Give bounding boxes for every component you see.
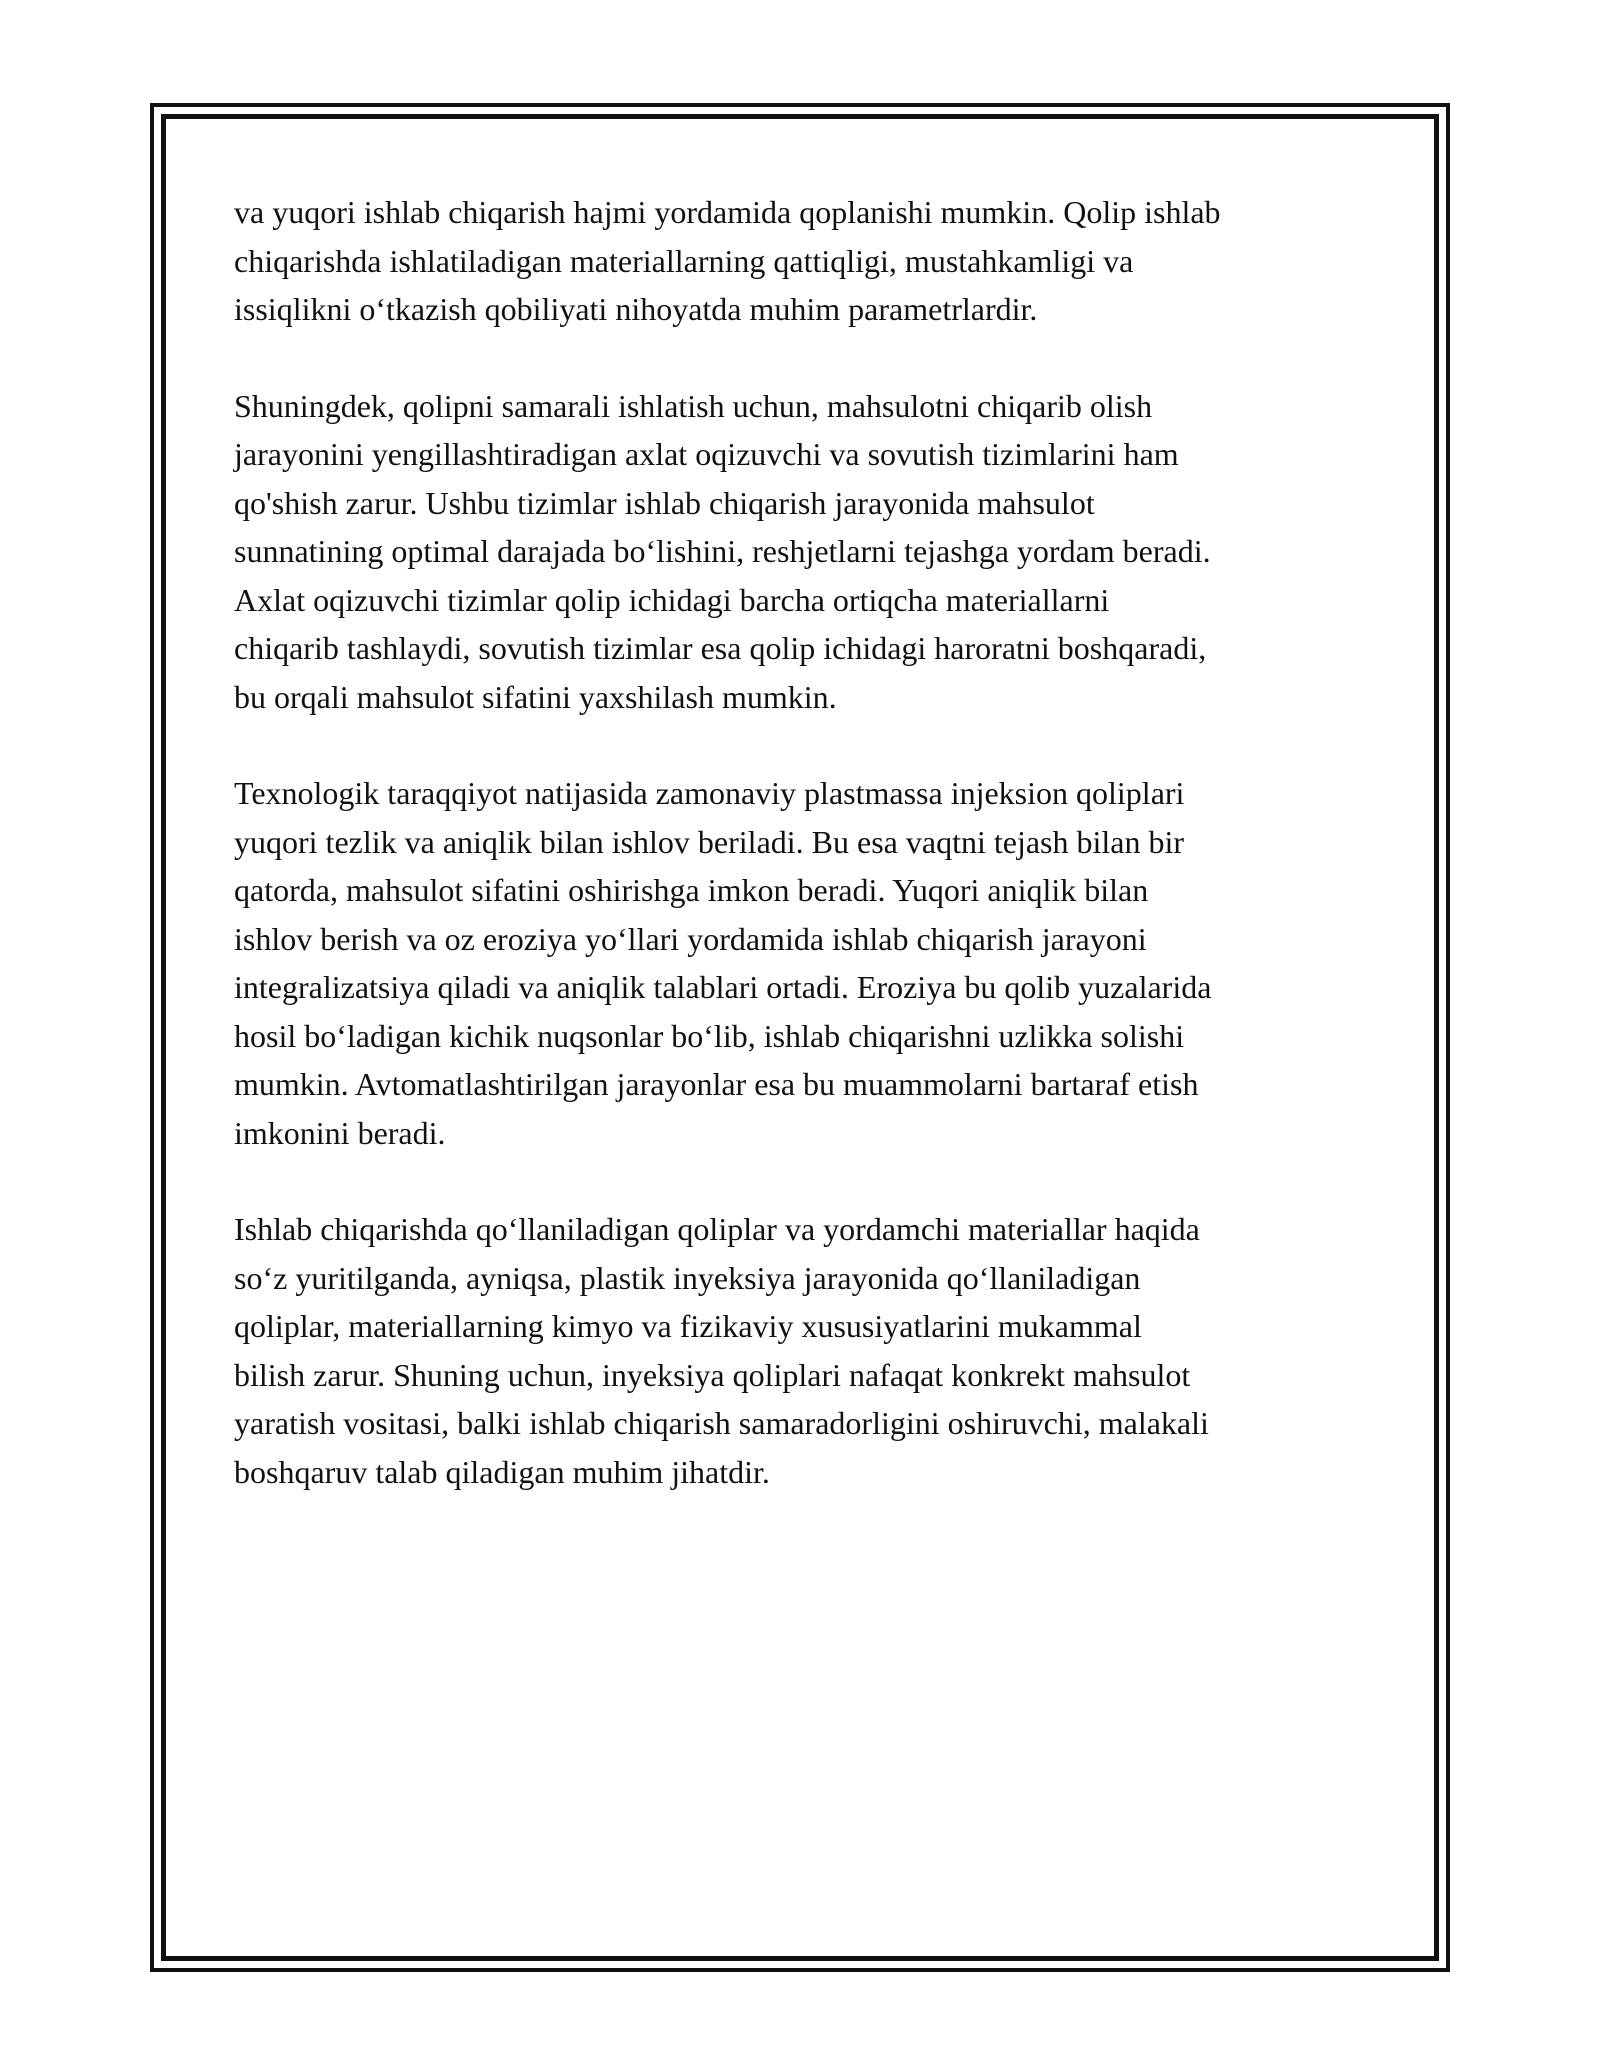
paragraph: Ishlab chiqarishda qo‘llaniladigan qoliplar va yordamchi materiallar haqida so‘z yuritilganda, ayniqsa, plastik inyeksiya jarayonida qo‘llaniladigan qoliplar, materiallarning kimyo va fizikaviy xususiyatlarini mukammal bilish zarur. Shuning uchun, inyeksiya qoliplari nafaqat konkrekt mahsulot yaratish vositasi, balki ishlab chiqarish samaradorligini oshiruvchi, malakali boshqaruv talab qiladigan muhim jihatdir. (234, 1211, 1209, 1490)
paragraph: Shuningdek, qolipni samarali ishlatish uchun, mahsulotni chiqarib olish jarayonini yengillashtiradigan axlat oqizuvchi va sovutish tizimlarini ham qo'shish zarur. Ushbu tizimlar ishlab chiqarish jarayonida mahsulot sunnatining optimal darajada bo‘lishini, reshjetlarni tejashga yordam beradi. Axlat oqizuvchi tizimlar qolip ichidagi barcha ortiqcha materiallarni chiqarib tashlaydi, sovutish tizimlar esa qolip ichidagi haroratni boshqaradi, bu orqali mahsulot sifatini yaxshilash mumkin. (234, 387, 1211, 715)
paragraph: va yuqori ishlab chiqarish hajmi yordamida qoplanishi mumkin. Qolip ishlab chiqarishda ishlatiladigan materiallarning qattiqligi, mustahkamligi va issiqlikni o‘tkazish qobiliyati nihoyatda muhim parametrlardir. (234, 194, 1221, 327)
document-body (234, 188, 1384, 1544)
paragraph: Texnologik taraqqiyot natijasida zamonaviy plastmassa injeksion qoliplari yuqori tezlik va aniqlik bilan ishlov beriladi. Bu esa vaqtni tejash bilan bir qatorda, mahsulot sifatini oshirishga imkon beradi. Yuqori aniqlik bilan ishlov berish va oz eroziya yo‘llari yordamida ishlab chiqarish jarayoni integralizatsiya qiladi va aniqlik talablari ortadi. Eroziya bu qolib yuzalarida hosil bo‘ladigan kichik nuqsonlar bo‘lib, ishlab chiqarishni uzlikka solishi mumkin. Avtomatlashtirilgan jarayonlar esa bu muammolarni bartaraf etish imkonini beradi. (234, 775, 1212, 1151)
